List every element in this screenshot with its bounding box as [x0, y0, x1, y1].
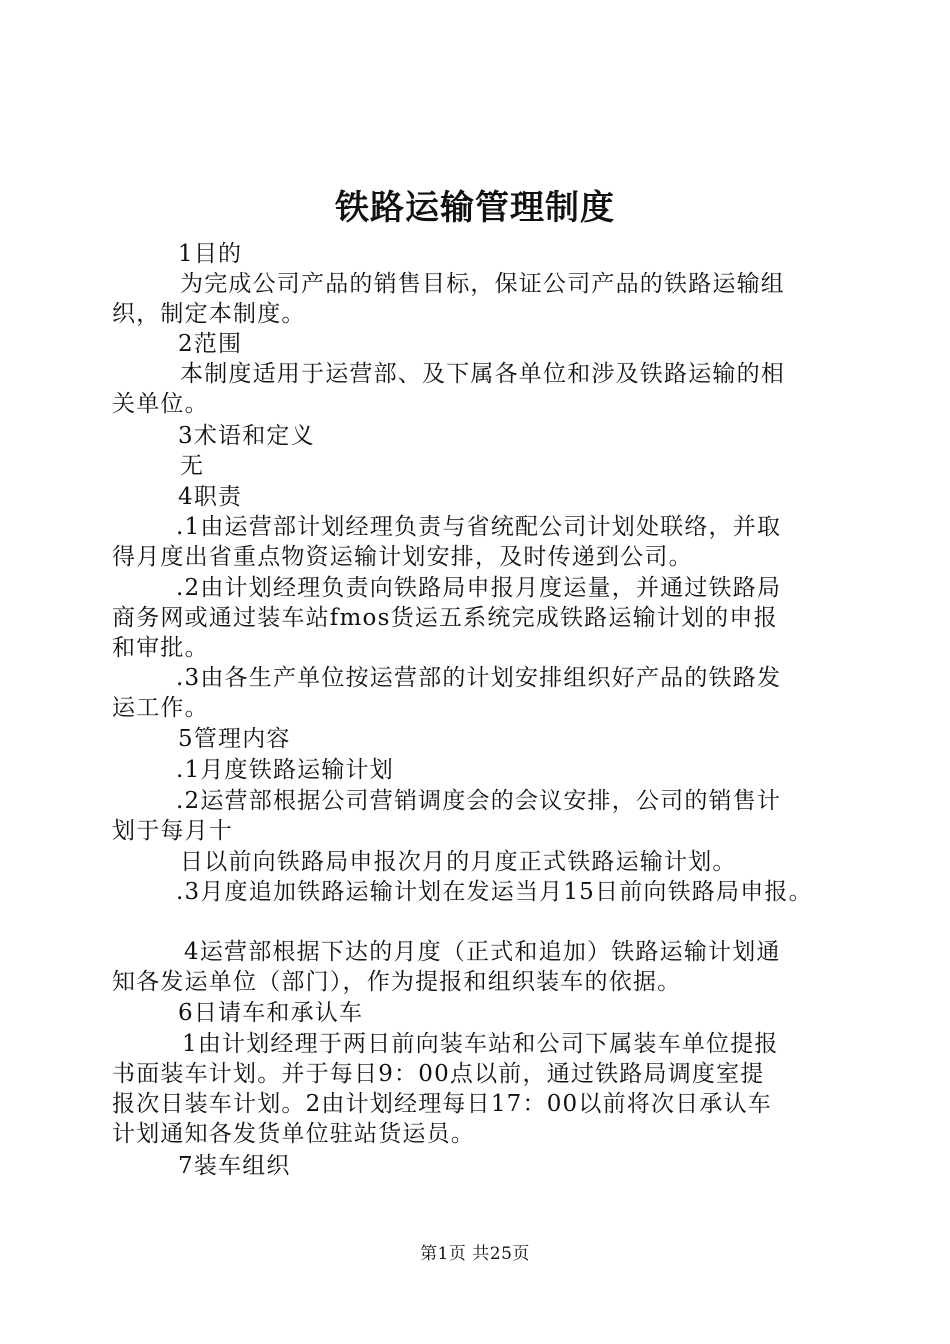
paragraph-line: .3月度追加铁路运输计划在发运当月15日前向铁路局申报。: [176, 879, 813, 905]
heading-daily-request: 6日请车和承认车: [178, 1000, 364, 1026]
paragraph-line: 划于每月十: [112, 818, 233, 844]
paragraph-line: .2由计划经理负责向铁路局申报月度运量，并通过铁路局: [176, 575, 782, 601]
heading-management: 5管理内容: [178, 726, 291, 752]
heading-loading: 7装车组织: [178, 1153, 291, 1179]
paragraph-line: 1由计划经理于两日前向装车站和公司下属装车单位提报: [182, 1031, 779, 1057]
paragraph-line: 和审批。: [112, 635, 209, 661]
paragraph-line: 织，制定本制度。: [112, 301, 306, 327]
page-footer: 第1页 共25页: [420, 1244, 530, 1264]
paragraph-line: .3由各生产单位按运营部的计划安排组织好产品的铁路发: [176, 665, 782, 691]
paragraph-line: 运工作。: [112, 695, 209, 721]
paragraph-line: 关单位。: [112, 391, 209, 417]
paragraph-line: 为完成公司产品的销售目标，保证公司产品的铁路运输组: [180, 271, 785, 297]
paragraph-line: .2运营部根据公司营销调度会的会议安排，公司的销售计: [176, 788, 782, 814]
document-title: 铁路运输管理制度: [335, 188, 615, 228]
heading-purpose: 1目的: [178, 241, 243, 267]
paragraph-line: 得月度出省重点物资运输计划安排，及时传递到公司。: [112, 544, 693, 570]
paragraph-line: 报次日装车计划。2由计划经理每日17：00以前将次日承认车: [112, 1091, 772, 1117]
paragraph-line: .1月度铁路运输计划: [176, 757, 394, 783]
paragraph-line: .1由运营部计划经理负责与省统配公司计划处联络，并取: [176, 514, 782, 540]
paragraph-line: 商务网或通过装车站fmos货运五系统完成铁路运输计划的申报: [112, 605, 778, 631]
paragraph-line: 4运营部根据下达的月度（正式和追加）铁路运输计划通: [184, 939, 781, 965]
heading-duties: 4职责: [178, 484, 243, 510]
paragraph-line: 无: [180, 453, 205, 479]
heading-terms: 3术语和定义: [178, 423, 315, 449]
heading-scope: 2范围: [178, 331, 243, 357]
paragraph-line: 本制度适用于运营部、及下属各单位和涉及铁路运输的相: [180, 361, 785, 387]
paragraph-line: 计划通知各发货单位驻站货运员。: [112, 1121, 475, 1147]
paragraph-line: 知各发运单位（部门），作为提报和组织装车的依据。: [112, 969, 682, 995]
paragraph-line: 书面装车计划。并于每日9：00点以前，通过铁路局调度室提: [112, 1061, 765, 1087]
paragraph-line: 日以前向铁路局申报次月的月度正式铁路运输计划。: [180, 849, 737, 875]
